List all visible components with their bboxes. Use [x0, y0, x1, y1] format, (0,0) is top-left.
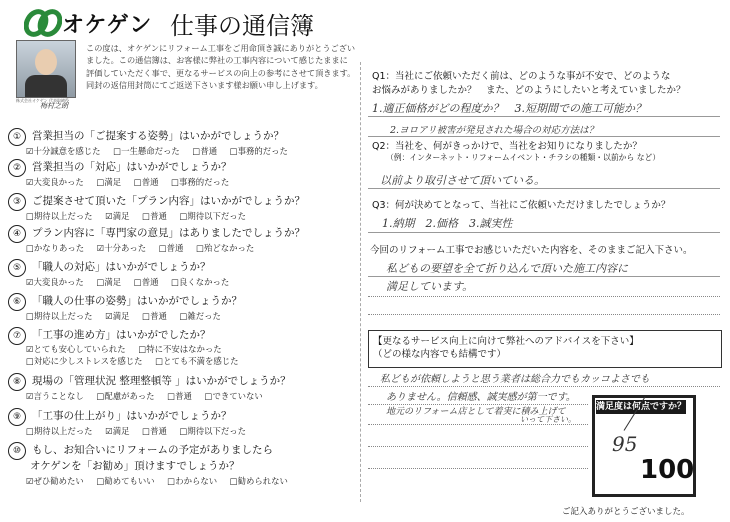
checkbox-option[interactable]: ☑十分誠意を感じた — [26, 146, 101, 156]
answer-line — [368, 116, 720, 117]
checkbox-option[interactable]: □満足 — [96, 177, 122, 187]
question-10-line2: オケゲンを「お勧め」頂けますでしょうか？ — [30, 460, 240, 472]
checkbox-option[interactable]: ☑満足 — [105, 311, 130, 321]
q1-answer-1[interactable]: 1.適正価格がどの程度か？ 3.短期間での施工可能か？ — [372, 102, 646, 115]
page-title: 仕事の通信簿 — [170, 12, 314, 40]
checkbox-option[interactable]: □特に不安はなかった — [138, 344, 222, 354]
checkbox-option[interactable]: □対応に少しストレスを感じた — [26, 356, 143, 366]
checkbox-option[interactable]: □普通 — [133, 277, 159, 287]
checkbox-option[interactable]: □普通 — [142, 426, 167, 436]
answer-line — [368, 446, 588, 447]
question-2-options — [26, 176, 239, 188]
checkbox-option[interactable]: ☑満足 — [105, 426, 130, 436]
checkbox-option[interactable]: □配慮があった — [96, 391, 155, 401]
checkbox-option[interactable]: □普通 — [192, 146, 218, 156]
q1-label-line2: お悩みがありましたか？ また、どのようにしたいと考えていましたか？ — [372, 85, 686, 96]
checkbox-option[interactable]: □事務的だった — [171, 177, 230, 187]
checkbox-option[interactable]: □期待以上だった — [26, 311, 93, 321]
question-4-options — [26, 242, 264, 254]
q2-example: （例：インターネット・リフォームイベント・チラシの種類・以前から など） — [386, 153, 661, 162]
question-1: ① 営業担当の「ご提案する姿勢」はいかがでしょうか？ — [8, 128, 284, 146]
brand-name: オケゲン — [62, 13, 153, 38]
checkbox-option[interactable]: □期待以上だった — [26, 426, 93, 436]
photo-caption: 株式会社オケゲン 代表取締役 — [16, 98, 69, 103]
answer-line — [368, 468, 588, 469]
checkbox-option[interactable]: ☑とても安心していられた — [26, 344, 126, 354]
answer-line — [368, 276, 720, 277]
thanks-message: ご記入ありがとうございました。 — [562, 507, 690, 517]
checkbox-option[interactable]: □かなりあった — [26, 243, 85, 253]
question-7-options-row2 — [26, 355, 249, 367]
question-1-options — [26, 145, 298, 157]
question-5-options — [26, 276, 239, 288]
advice-answer-3[interactable]: 地元のリフォーム店として着実に積み上げて — [386, 407, 566, 417]
satisfaction-score-title: 満足度は何点ですか？ — [596, 402, 687, 412]
q4-label: 今回のリフォーム工事でお感じいただいた内容を、そのままご記入下さい。 — [370, 245, 693, 256]
q2-label: Q2：当社を、何がきっかけで、当社をお知りになりましたか？ — [372, 141, 642, 152]
answer-line — [368, 232, 720, 233]
checkbox-option[interactable]: □期待以上だった — [26, 211, 93, 221]
checkbox-option[interactable]: □普通 — [142, 311, 167, 321]
question-6: ⑥ 「職人の仕事の姿勢」はいかがでしょうか？ — [8, 293, 242, 311]
checkbox-option[interactable]: □とても不満を感じた — [155, 356, 239, 366]
checkbox-option[interactable]: □一生懸命だった — [113, 146, 180, 156]
checkbox-option[interactable]: □満足 — [96, 277, 122, 287]
checkbox-option[interactable]: □事務的だった — [229, 146, 288, 156]
advice-answer-2[interactable]: ありません。信頼感、誠実感が第一です。 — [386, 392, 576, 403]
question-7-options — [26, 343, 232, 355]
checkbox-option[interactable]: ☑十分あった — [96, 243, 147, 253]
okegen-logo-icon — [24, 8, 62, 38]
q3-answer[interactable]: 1.納期 2.価格 3.誠実性 — [382, 217, 513, 230]
question-10-options — [26, 475, 298, 487]
president-photo — [16, 40, 76, 98]
president-signature: 梅村之朗 — [40, 102, 68, 110]
advice-subtitle: （どの様な内容でも結構です） — [373, 349, 507, 360]
checkbox-option[interactable]: □普通 — [142, 211, 167, 221]
checkbox-option[interactable]: ☑ぜひ勧めたい — [26, 476, 84, 486]
question-5: ⑤ 「職人の対応」はいかがでしょうか？ — [8, 259, 211, 277]
question-7: ⑦ 「工事の進め方」はいかがでしたか？ — [8, 327, 211, 345]
checkbox-option[interactable]: ☑言うことなし — [26, 391, 84, 401]
checkbox-option[interactable]: □勧められない — [229, 476, 288, 486]
checkbox-option[interactable]: ☑大変良かった — [26, 277, 84, 287]
question-4: ④ プラン内容に「専門家の意見」はありましたでしょうか？ — [8, 225, 305, 243]
satisfaction-score-value[interactable]: 95 — [612, 432, 638, 456]
answer-line — [368, 296, 720, 297]
checkbox-option[interactable]: ☑大変良かった — [26, 177, 84, 187]
checkbox-option[interactable]: □良くなかった — [171, 277, 230, 287]
question-2: ② 営業担当の「対応」はいかがでしょうか？ — [8, 159, 232, 177]
q4-answer-2[interactable]: 満足しています。 — [386, 280, 474, 293]
advice-answer-1[interactable]: 私どもが依頼しようと思う業者は総合力でもカッコよさでも — [380, 374, 650, 385]
question-10: ⑩ もし、お知合いにリフォームの予定がありましたら — [8, 442, 273, 460]
q3-label: Q3：何が決めてとなって、当社にご依頼いただけましたでしょうか？ — [372, 200, 671, 211]
satisfaction-score-max: 100 — [640, 455, 695, 485]
checkbox-option[interactable]: □勧めてもいい — [96, 476, 155, 486]
question-3: ③ ご提案させて頂いた「プラン内容」はいかがでしょうか？ — [8, 193, 305, 211]
checkbox-option[interactable]: □普通 — [158, 243, 184, 253]
checkbox-option[interactable]: □期待以下だった — [179, 211, 247, 221]
answer-line — [368, 424, 588, 425]
advice-answer-4[interactable]: いって下さい。 — [520, 415, 576, 424]
checkbox-option[interactable]: □期待以下だった — [179, 426, 247, 436]
checkbox-option[interactable]: ☑満足 — [105, 211, 130, 221]
answer-line — [368, 314, 720, 315]
checkbox-option[interactable]: □普通 — [167, 391, 192, 401]
question-8-options — [26, 390, 273, 402]
question-3-options — [26, 210, 256, 222]
checkbox-option[interactable]: □わからない — [167, 476, 218, 486]
question-6-options — [26, 310, 231, 322]
question-9-options — [26, 425, 256, 437]
answer-line — [368, 188, 720, 189]
checkbox-option[interactable]: □できていない — [204, 391, 263, 401]
question-8: ⑧ 現場の「管理状況 整理整頓等 」はいかがでしょうか？ — [8, 373, 291, 391]
answer-line — [368, 136, 720, 137]
checkbox-option[interactable]: □殆どなかった — [196, 243, 255, 253]
q1-answer-2[interactable]: 2.ヨロアリ被害が発見された場合の対応方法は？ — [390, 125, 599, 136]
answer-line — [368, 386, 720, 387]
checkbox-option[interactable]: □普通 — [133, 177, 159, 187]
q2-answer[interactable]: 以前より取引させて頂いている。 — [380, 174, 545, 187]
question-9: ⑨ 「工事の仕上がり」はいかがでしょうか？ — [8, 408, 232, 426]
advice-title: 【更なるサービス向上に向けて弊社へのアドバイスを下さい】 — [373, 336, 639, 347]
checkbox-option[interactable]: □雑だった — [179, 311, 221, 321]
column-divider — [360, 62, 361, 502]
q1-label: Q1：当社にご依頼いただく前は、どのような事が不安で、どのような — [372, 71, 671, 82]
intro-text: この度は、オケゲンにリフォーム工事をご用命頂き誠にありがとうございました。この通信簿は、お客様に弊社の工事内容について感じたままに評価していただく事で、更なるサービスの向上の参考にさせて頂きます。同封の返信用封筒にてご返送下さいます様お願い申し上げます。 — [86, 43, 356, 91]
q4-answer-1[interactable]: 私どもの要望を全て折り込んで頂いた施工内容に — [386, 262, 628, 275]
